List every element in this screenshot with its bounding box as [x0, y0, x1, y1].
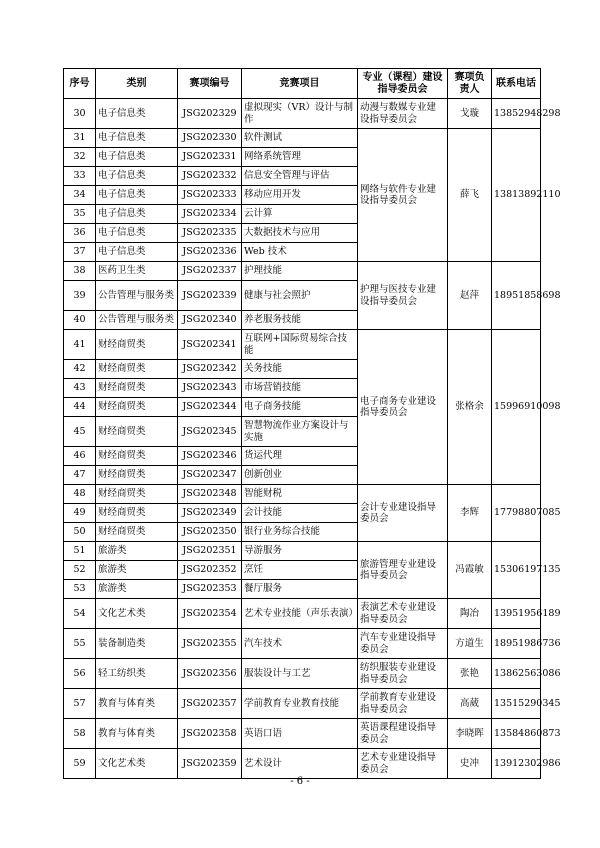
cell-code: JSG202339 — [178, 281, 242, 311]
header-event: 竞赛项目 — [242, 69, 358, 99]
cell-event: 汽车技术 — [242, 629, 358, 659]
cell-owner: 高葳 — [448, 689, 492, 719]
cell-category: 电子信息类 — [96, 148, 178, 167]
cell-event: 学前教育专业教育技能 — [242, 689, 358, 719]
cell-event: 养老服务技能 — [242, 311, 358, 330]
cell-code: JSG202333 — [178, 186, 242, 205]
cell-seq: 30 — [64, 99, 96, 129]
cell-seq: 37 — [64, 243, 96, 262]
cell-category: 医药卫生类 — [96, 262, 178, 281]
cell-category: 电子信息类 — [96, 129, 178, 148]
cell-event: 导游服务 — [242, 542, 358, 561]
cell-code: JSG202329 — [178, 99, 242, 129]
cell-owner: 赵萍 — [448, 262, 492, 330]
cell-event: 虚拟现实（VR）设计与制作 — [242, 99, 358, 129]
cell-phone: 13515290345 — [492, 689, 541, 719]
cell-category: 电子信息类 — [96, 167, 178, 186]
cell-seq: 50 — [64, 523, 96, 542]
cell-category: 公告管理与服务类 — [96, 281, 178, 311]
cell-code: JSG202349 — [178, 504, 242, 523]
cell-seq: 56 — [64, 659, 96, 689]
cell-event: 烹饪 — [242, 561, 358, 580]
cell-seq: 38 — [64, 262, 96, 281]
table-row — [64, 129, 541, 148]
cell-owner: 李辉 — [448, 485, 492, 542]
cell-code: JSG202359 — [178, 749, 242, 779]
cell-code: JSG202345 — [178, 417, 242, 447]
table-row — [64, 629, 541, 659]
cell-event: 护理技能 — [242, 262, 358, 281]
table-row — [64, 99, 541, 129]
cell-event: 艺术设计 — [242, 749, 358, 779]
cell-code: JSG202353 — [178, 580, 242, 599]
cell-seq: 34 — [64, 186, 96, 205]
cell-category: 财经商贸类 — [96, 360, 178, 379]
cell-phone: 13862563086 — [492, 659, 541, 689]
cell-category: 电子信息类 — [96, 99, 178, 129]
cell-category: 财经商贸类 — [96, 330, 178, 360]
cell-event: 移动应用开发 — [242, 186, 358, 205]
cell-seq: 33 — [64, 167, 96, 186]
cell-owner: 张格余 — [448, 330, 492, 485]
cell-phone: 15306197135 — [492, 542, 541, 599]
cell-event: 关务技能 — [242, 360, 358, 379]
cell-category: 文化艺术类 — [96, 749, 178, 779]
header-category: 类别 — [96, 69, 178, 99]
cell-category: 公告管理与服务类 — [96, 311, 178, 330]
cell-seq: 36 — [64, 224, 96, 243]
cell-code: JSG202331 — [178, 148, 242, 167]
cell-seq: 41 — [64, 330, 96, 360]
cell-owner: 冯霞敏 — [448, 542, 492, 599]
cell-category: 财经商贸类 — [96, 466, 178, 485]
cell-code: JSG202340 — [178, 311, 242, 330]
cell-committee: 旅游管理专业建设指导委员会 — [358, 542, 448, 599]
cell-committee: 学前教育专业建设指导委员会 — [358, 689, 448, 719]
cell-committee: 电子商务专业建设指导委员会 — [358, 330, 448, 485]
cell-event: Web 技术 — [242, 243, 358, 262]
cell-event: 大数据技术与应用 — [242, 224, 358, 243]
table-row — [64, 719, 541, 749]
cell-committee: 英语课程建设指导委员会 — [358, 719, 448, 749]
cell-seq: 42 — [64, 360, 96, 379]
cell-code: JSG202330 — [178, 129, 242, 148]
cell-code: JSG202342 — [178, 360, 242, 379]
cell-seq: 59 — [64, 749, 96, 779]
cell-committee: 动漫与数媒专业建设指导委员会 — [358, 99, 448, 129]
cell-committee: 网络与软件专业建设指导委员会 — [358, 129, 448, 262]
header-phone: 联系电话 — [492, 69, 541, 99]
cell-owner: 方道生 — [448, 629, 492, 659]
table-row — [64, 659, 541, 689]
cell-category: 电子信息类 — [96, 224, 178, 243]
cell-code: JSG202358 — [178, 719, 242, 749]
cell-seq: 35 — [64, 205, 96, 224]
cell-owner: 陶冶 — [448, 599, 492, 629]
cell-seq: 51 — [64, 542, 96, 561]
cell-event: 软件测试 — [242, 129, 358, 148]
cell-phone: 18951986736 — [492, 629, 541, 659]
cell-owner: 史冲 — [448, 749, 492, 779]
cell-owner: 戈璇 — [448, 99, 492, 129]
cell-phone: 18951858698 — [492, 262, 541, 330]
cell-phone: 13852948298 — [492, 99, 541, 129]
cell-phone: 13951956189 — [492, 599, 541, 629]
cell-phone: 15996910098 — [492, 330, 541, 485]
cell-phone: 17798807085 — [492, 485, 541, 542]
cell-category: 财经商贸类 — [96, 504, 178, 523]
header-code: 赛项编号 — [178, 69, 242, 99]
cell-code: JSG202350 — [178, 523, 242, 542]
cell-seq: 58 — [64, 719, 96, 749]
cell-code: JSG202341 — [178, 330, 242, 360]
cell-event: 智能财税 — [242, 485, 358, 504]
cell-category: 旅游类 — [96, 580, 178, 599]
cell-committee: 会计专业建设指导委员会 — [358, 485, 448, 542]
table-row — [64, 689, 541, 719]
cell-category: 文化艺术类 — [96, 599, 178, 629]
cell-category: 电子信息类 — [96, 205, 178, 224]
cell-committee: 纺织服装专业建设指导委员会 — [358, 659, 448, 689]
table-row — [64, 599, 541, 629]
cell-seq: 53 — [64, 580, 96, 599]
cell-event: 智慧物流作业方案设计与实施 — [242, 417, 358, 447]
cell-seq: 57 — [64, 689, 96, 719]
cell-seq: 31 — [64, 129, 96, 148]
table-row — [64, 749, 541, 779]
cell-phone: 13584860873 — [492, 719, 541, 749]
cell-seq: 52 — [64, 561, 96, 580]
cell-code: JSG202334 — [178, 205, 242, 224]
cell-seq: 32 — [64, 148, 96, 167]
cell-event: 互联网+国际贸易综合技能 — [242, 330, 358, 360]
cell-code: JSG202352 — [178, 561, 242, 580]
cell-seq: 45 — [64, 417, 96, 447]
cell-seq: 54 — [64, 599, 96, 629]
cell-seq: 44 — [64, 398, 96, 417]
cell-code: JSG202351 — [178, 542, 242, 561]
cell-category: 旅游类 — [96, 561, 178, 580]
table-row — [64, 330, 541, 360]
cell-event: 云计算 — [242, 205, 358, 224]
cell-seq: 39 — [64, 281, 96, 311]
cell-code: JSG202336 — [178, 243, 242, 262]
cell-committee: 护理与医技专业建设指导委员会 — [358, 262, 448, 330]
cell-owner: 张艳 — [448, 659, 492, 689]
cell-code: JSG202347 — [178, 466, 242, 485]
cell-category: 电子信息类 — [96, 243, 178, 262]
cell-seq: 55 — [64, 629, 96, 659]
cell-code: JSG202346 — [178, 447, 242, 466]
cell-seq: 48 — [64, 485, 96, 504]
cell-category: 教育与体育类 — [96, 719, 178, 749]
cell-event: 健康与社会照护 — [242, 281, 358, 311]
cell-code: JSG202354 — [178, 599, 242, 629]
cell-event: 电子商务技能 — [242, 398, 358, 417]
cell-committee: 汽车专业建设指导委员会 — [358, 629, 448, 659]
cell-seq: 43 — [64, 379, 96, 398]
cell-category: 教育与体育类 — [96, 689, 178, 719]
cell-category: 财经商贸类 — [96, 417, 178, 447]
page-number: - 6 - — [290, 776, 310, 787]
table-header-row — [64, 69, 541, 99]
cell-category: 财经商贸类 — [96, 523, 178, 542]
cell-committee: 艺术专业建设指导委员会 — [358, 749, 448, 779]
cell-category: 装备制造类 — [96, 629, 178, 659]
cell-owner: 李晓晖 — [448, 719, 492, 749]
cell-code: JSG202337 — [178, 262, 242, 281]
cell-event: 餐厅服务 — [242, 580, 358, 599]
cell-code: JSG202332 — [178, 167, 242, 186]
cell-event: 市场营销技能 — [242, 379, 358, 398]
cell-seq: 47 — [64, 466, 96, 485]
cell-committee: 表演艺术专业建设指导委员会 — [358, 599, 448, 629]
cell-category: 财经商贸类 — [96, 379, 178, 398]
cell-seq: 40 — [64, 311, 96, 330]
table-row — [64, 542, 541, 561]
cell-event: 银行业务综合技能 — [242, 523, 358, 542]
cell-category: 财经商贸类 — [96, 485, 178, 504]
cell-category: 轻工纺织类 — [96, 659, 178, 689]
cell-phone: 13813892110 — [492, 129, 541, 262]
table-body — [64, 99, 561, 779]
cell-seq: 49 — [64, 504, 96, 523]
header-seq: 序号 — [64, 69, 96, 99]
cell-code: JSG202357 — [178, 689, 242, 719]
cell-event: 信息安全管理与评估 — [242, 167, 358, 186]
cell-category: 电子信息类 — [96, 186, 178, 205]
cell-event: 创新创业 — [242, 466, 358, 485]
cell-event: 会计技能 — [242, 504, 358, 523]
cell-code: JSG202355 — [178, 629, 242, 659]
cell-phone: 13912302986 — [492, 749, 541, 779]
cell-event: 艺术专业技能（声乐表演） — [242, 599, 358, 629]
cell-owner: 薛飞 — [448, 129, 492, 262]
cell-category: 财经商贸类 — [96, 398, 178, 417]
header-owner: 赛项负责人 — [448, 69, 492, 99]
cell-event: 服装设计与工艺 — [242, 659, 358, 689]
table-row — [64, 262, 541, 281]
header-committee: 专业（课程）建设指导委员会 — [358, 69, 448, 99]
cell-code: JSG202335 — [178, 224, 242, 243]
cell-code: JSG202343 — [178, 379, 242, 398]
cell-event: 货运代理 — [242, 447, 358, 466]
cell-code: JSG202356 — [178, 659, 242, 689]
cell-event: 网络系统管理 — [242, 148, 358, 167]
cell-event: 英语口语 — [242, 719, 358, 749]
table-row — [64, 485, 541, 504]
cell-seq: 46 — [64, 447, 96, 466]
cell-code: JSG202348 — [178, 485, 242, 504]
cell-category: 旅游类 — [96, 542, 178, 561]
competition-table — [63, 68, 561, 779]
cell-category: 财经商贸类 — [96, 447, 178, 466]
cell-code: JSG202344 — [178, 398, 242, 417]
